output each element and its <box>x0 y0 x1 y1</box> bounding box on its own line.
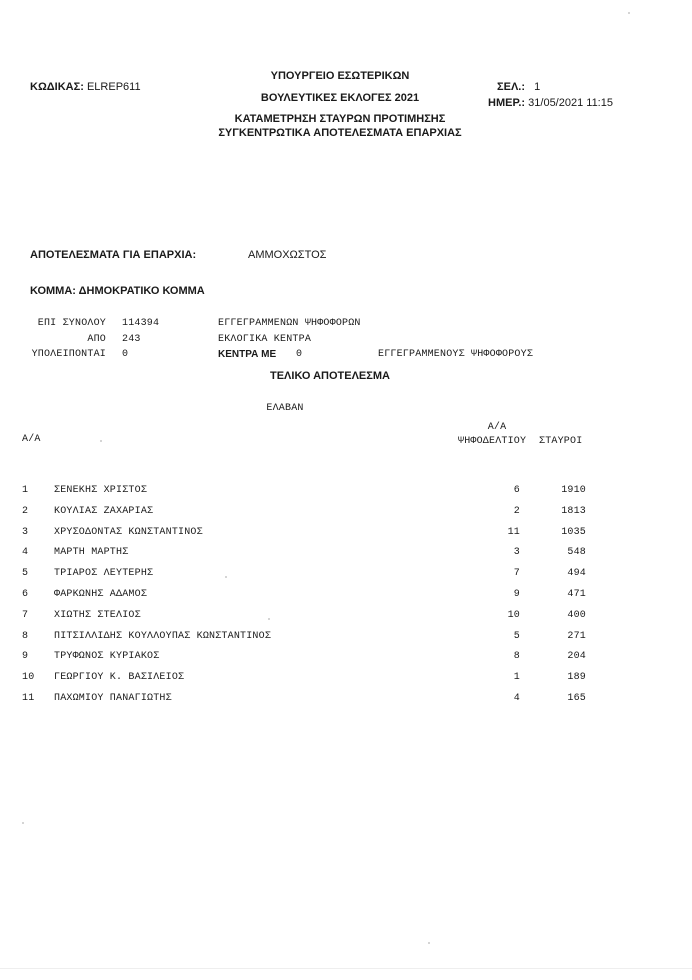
page-value: 1 <box>534 81 541 93</box>
scan-speck <box>100 440 102 442</box>
vote-count: 204 <box>567 651 586 662</box>
vote-count: 165 <box>567 693 586 704</box>
ballot-number: 6 <box>513 485 520 496</box>
candidate-name: ΜΑΡΤΗ ΜΑΡΤΗΣ <box>54 547 129 558</box>
ballot-number: 3 <box>513 547 520 558</box>
page-number-block <box>497 81 540 93</box>
code-label: ΚΩΔΙΚΑΣ: <box>30 81 84 93</box>
vote-count: 271 <box>567 631 586 642</box>
date-value: 31/05/2021 11:15 <box>528 97 613 109</box>
report-title-1: ΚΑΤΑΜΕΤΡΗΣΗ ΣΤΑΥΡΩΝ ΠΡΟΤΙΜΗΣΗΣ <box>234 113 446 125</box>
candidate-name: ΚΟΥΛΙΑΣ ΖΑΧΑΡΙΑΣ <box>54 506 154 517</box>
vote-count: 548 <box>567 547 586 558</box>
candidate-name: ΣΕΝΕΚΗΣ ΧΡΙΣΤΟΣ <box>54 485 148 496</box>
vote-count: 494 <box>567 568 586 579</box>
row-index: 11 <box>22 693 35 704</box>
election-title: ΒΟΥΛΕΥΤΙΚΕΣ ΕΚΛΟΓΕΣ 2021 <box>260 92 420 104</box>
report-title-2: ΣΥΓΚΕΝΤΡΩΤΙΚΑ ΑΠΟΤΕΛΕΣΜΑΤΑ ΕΠΑΡΧΙΑΣ <box>218 127 462 139</box>
scan-edge-line <box>0 968 692 969</box>
col-ballot-header-top: Α/Α <box>487 422 507 433</box>
candidate-name: ΤΡΙΑΡΟΣ ΛΕΥΤΕΡΗΣ <box>54 568 154 579</box>
vote-count: 471 <box>567 589 586 600</box>
row-index: 4 <box>22 547 29 558</box>
centers-text: ΕΓΓΕΓΡΑΜΜΕΝΟΥΣ ΨΗΦΟΦΟΡΟΥΣ <box>378 349 534 360</box>
row-index: 3 <box>22 527 29 538</box>
candidate-name: ΠΙΤΣΙΛΛΙΔΗΣ ΚΟΥΛΛΟΥΠΑΣ ΚΩΝΣΤΑΝΤΙΝΟΣ <box>54 631 272 642</box>
date-label: ΗΜΕΡ.: <box>488 97 526 109</box>
row-index: 1 <box>22 485 29 496</box>
vote-count: 189 <box>567 672 586 683</box>
centers-label: ΚΕΝΤΡΑ ΜΕ <box>218 349 277 360</box>
code-block <box>30 81 141 93</box>
ballot-number: 1 <box>513 672 520 683</box>
received-label: ΕΛΑΒΑΝ <box>266 403 304 414</box>
candidate-name: ΠΑΧΩΜΙΟΥ ΠΑΝΑΓΙΩΤΗΣ <box>54 693 172 704</box>
scan-speck <box>22 822 24 824</box>
ballot-number: 4 <box>513 693 520 704</box>
candidate-name: ΤΡΥΦΩΝΟΣ ΚΥΡΙΑΚΟΣ <box>54 651 160 662</box>
total-label: ΕΠΙ ΣΥΝΟΛΟΥ <box>37 318 106 329</box>
row-index: 10 <box>22 672 35 683</box>
vote-count: 1910 <box>561 485 586 496</box>
party-value: ΔΗΜΟΚΡΑΤΙΚΟ ΚΟΜΜΑ <box>78 285 205 297</box>
total-text: ΕΓΓΕΓΡΑΜΜΕΝΩΝ ΨΗΦΟΦΟΡΩΝ <box>218 318 361 329</box>
vote-count: 1035 <box>561 527 586 538</box>
from-value: 243 <box>122 334 141 345</box>
from-label: ΑΠΟ <box>87 334 106 345</box>
scan-speck <box>628 12 630 14</box>
total-value: 114394 <box>122 318 160 329</box>
district-value: ΑΜΜΟΧΩΣΤΟΣ <box>248 249 327 261</box>
district-label: ΑΠΟΤΕΛΕΣΜΑΤΑ ΓΙΑ ΕΠΑΡΧΙΑ: <box>30 249 197 261</box>
ballot-number: 8 <box>513 651 520 662</box>
col-votes-header: ΣΤΑΥΡΟΙ <box>539 436 583 447</box>
ballot-number: 2 <box>513 506 520 517</box>
scan-speck <box>225 576 227 578</box>
vote-count: 400 <box>567 610 586 621</box>
ballot-number: 7 <box>513 568 520 579</box>
candidate-name: ΧΙΩΤΗΣ ΣΤΕΛΙΟΣ <box>54 610 141 621</box>
remaining-value: 0 <box>122 349 129 360</box>
final-result-title: ΤΕΛΙΚΟ ΑΠΟΤΕΛΕΣΜΑ <box>270 370 390 382</box>
col-index-header: Α/Α <box>22 434 41 445</box>
from-text: ΕΚΛΟΓΙΚΑ ΚΕΝΤΡΑ <box>218 334 312 345</box>
page-label: ΣΕΛ.: <box>497 81 525 93</box>
party-block <box>30 285 205 297</box>
ballot-number: 9 <box>513 589 520 600</box>
code-value: ELREP611 <box>86 81 141 93</box>
row-index: 2 <box>22 506 29 517</box>
candidate-name: ΧΡΥΣΟΔΟΝΤΑΣ ΚΩΝΣΤΑΝΤΙΝΟΣ <box>54 527 203 538</box>
ballot-number: 11 <box>507 527 520 538</box>
date-block <box>488 97 613 109</box>
party-label: ΚΟΜΜΑ: <box>30 285 76 297</box>
row-index: 6 <box>22 589 29 600</box>
ballot-number: 5 <box>513 631 520 642</box>
candidate-name: ΦΑΡΚΩΝΗΣ ΑΔΑΜΟΣ <box>54 589 148 600</box>
row-index: 8 <box>22 631 29 642</box>
candidate-name: ΓΕΩΡΓΙΟΥ Κ. ΒΑΣΙΛΕΙΟΣ <box>54 672 185 683</box>
ballot-number: 10 <box>507 610 520 621</box>
row-index: 5 <box>22 568 29 579</box>
vote-count: 1813 <box>561 506 586 517</box>
centers-value: 0 <box>296 349 303 360</box>
remaining-label: ΥΠΟΛΕΙΠΟΝΤΑΙ <box>31 349 106 360</box>
row-index: 9 <box>22 651 29 662</box>
ministry-title: ΥΠΟΥΡΓΕΙΟ ΕΣΩΤΕΡΙΚΩΝ <box>270 70 410 82</box>
col-ballot-header: ΨΗΦΟΔΕΛΤΙΟΥ <box>458 436 527 447</box>
scan-speck <box>428 942 430 944</box>
scan-speck <box>268 618 270 620</box>
row-index: 7 <box>22 610 29 621</box>
